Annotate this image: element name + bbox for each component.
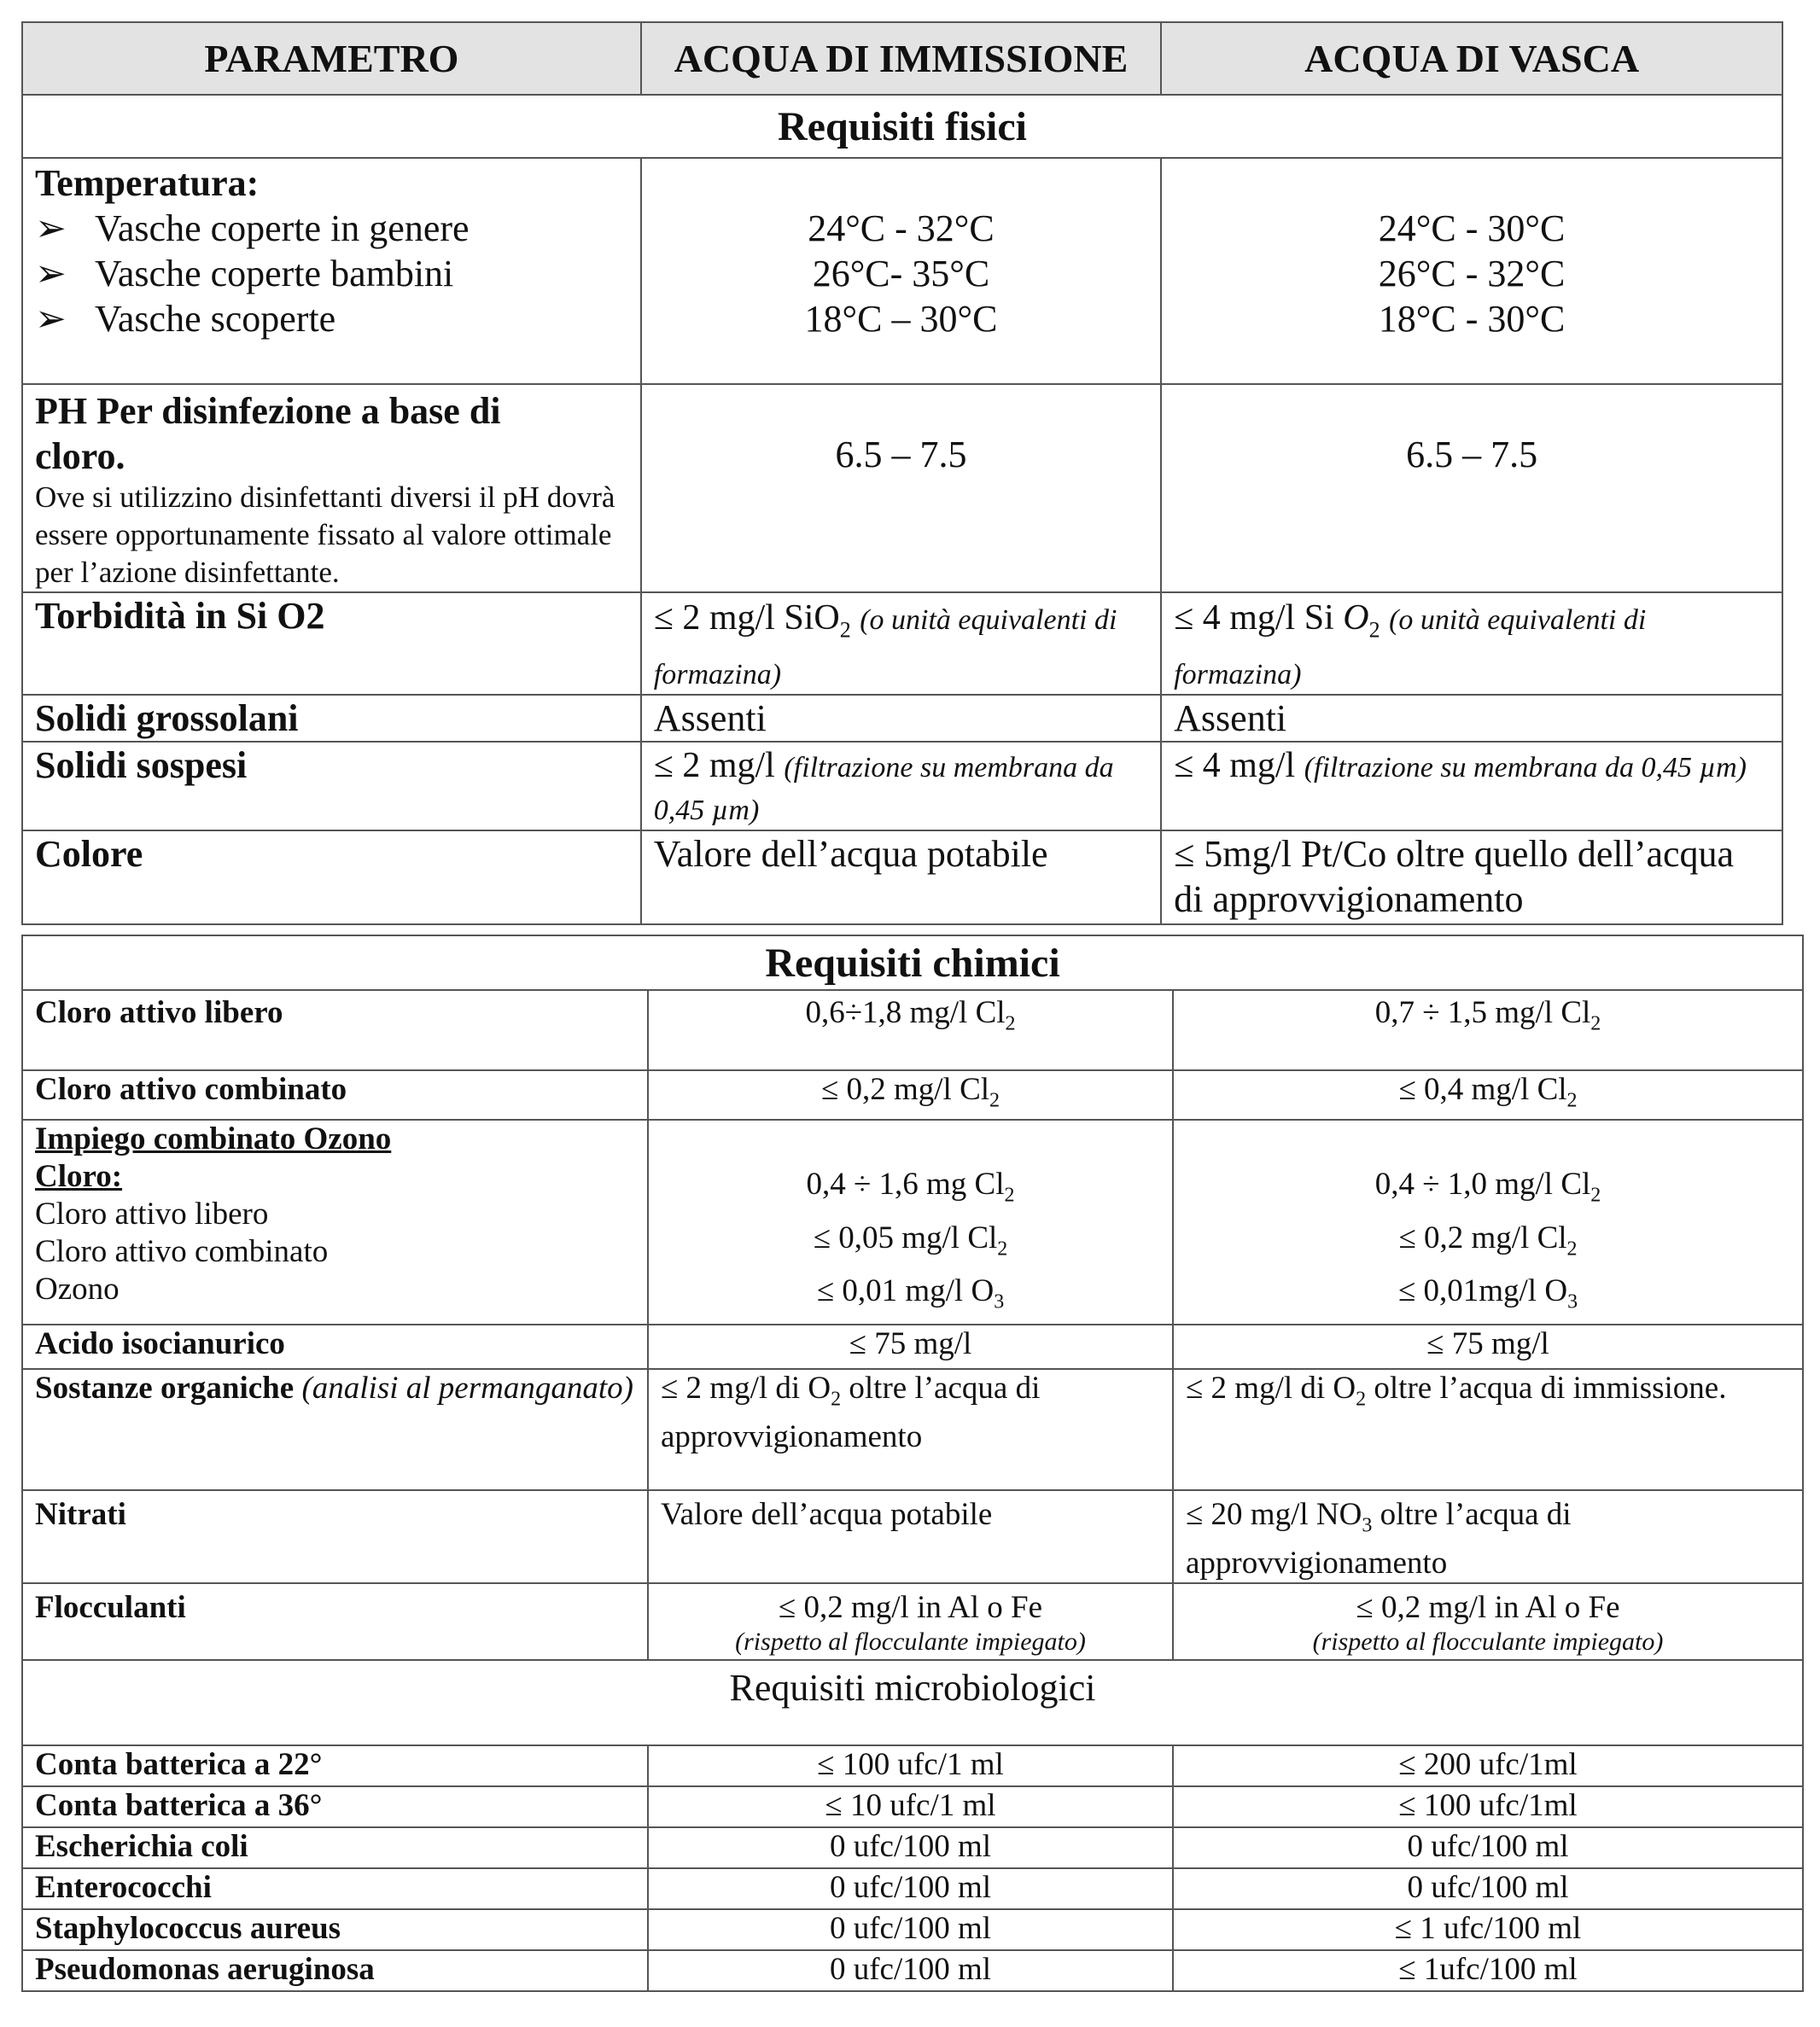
value-text: 0,4 ÷ 1,6 mg Cl [806,1167,1005,1203]
table-row-cloro-combinato [22,1070,1803,1120]
value-text: 0,6÷1,8 mg/l Cl [805,995,1006,1030]
value-line: 24°C - 32°C [808,207,995,249]
arrow-icon: ➢ [35,207,67,249]
value-line: 6.5 – 7.5 [835,434,967,475]
value-line: 6.5 – 7.5 [1406,434,1538,475]
vasca-temperatura [1161,158,1782,384]
immissione-micro: ≤ 100 ufc/1 ml [648,1745,1173,1786]
table-row [22,1827,1803,1868]
value-sub: 3 [1567,1290,1578,1313]
immissione-solidi-grossolani: Assenti [641,695,1161,742]
value-text: ≤ 0,2 mg/l Cl [1398,1220,1567,1255]
value-sub: 3 [994,1290,1005,1313]
table-row [22,1868,1803,1909]
header-parametro: PARAMETRO [22,22,641,95]
temperatura-item: Vasche coperte bambini [95,253,454,294]
value-text: ≤ 4 mg/l [1174,746,1296,786]
value-text: ≤ 0,4 mg/l Cl [1398,1072,1567,1107]
vasca-sostanze [1173,1369,1803,1490]
value-text: ≤ 0,01 mg/l O [816,1273,995,1309]
param-cloro-combinato: Cloro attivo combinato [22,1070,648,1120]
vasca-micro: ≤ 100 ufc/1ml [1173,1786,1803,1827]
value-text: ≤ 0,05 mg/l Cl [813,1220,998,1255]
param-label: Sostanze organiche [35,1371,295,1407]
vasca-cloro-combinato [1173,1070,1803,1120]
param-note: (analisi al permanganato) [301,1371,633,1407]
param-ph [22,384,641,592]
value-sub: 2 [1005,1012,1016,1035]
value-sub: 2 [1566,1089,1578,1112]
value-text: ≤ 2 mg/l [653,746,775,786]
vasca-solidi-sospesi [1161,742,1782,830]
value-text: ≤ 20 mg/l NO [1186,1497,1362,1533]
immissione-micro: 0 ufc/100 ml [648,1909,1173,1950]
vasca-nitrati [1173,1490,1803,1582]
immissione-torbidita [641,592,1161,695]
immissione-cloro-libero [648,990,1173,1070]
param-label: Flocculanti [35,1589,186,1625]
param-micro: Conta batterica a 22° [22,1745,648,1786]
immissione-acido: ≤ 75 mg/l [648,1325,1173,1369]
immissione-sostanze [648,1369,1173,1490]
value-sub: 2 [1356,1388,1367,1411]
value-text: oltre l’acqua di approvvigionamento [1186,1497,1572,1581]
value-line: 24°C - 30°C [1378,207,1566,249]
table-row-sostanze-organiche [22,1369,1803,1490]
value-text: ≤ 2 mg/l di O [1186,1371,1356,1407]
arrow-icon: ➢ [35,298,67,340]
value-sub: 2 [1590,1184,1601,1207]
value-sub: 2 [831,1388,842,1411]
value-sub: 2 [1368,617,1380,643]
param-torbidita: Torbidità in Si O2 [22,592,641,695]
ph-label-line1: PH Per disinfezione a base di [35,390,501,432]
table-row-ph [22,384,1782,592]
value-note: (o unità equivalenti di formazina) [653,604,1117,691]
immissione-micro: 0 ufc/100 ml [648,1950,1173,1991]
ozono-label-line1: Impiego combinato Ozono [35,1121,392,1157]
param-sostanze-organiche [22,1369,648,1490]
ozono-item: Cloro attivo libero [35,1197,269,1232]
immissione-cloro-combinato [648,1070,1173,1120]
value-text: ≤ 2 mg/l di O [661,1371,831,1407]
value-sub: 2 [1590,1012,1601,1035]
immissione-nitrati [648,1490,1173,1582]
vasca-micro: ≤ 200 ufc/1ml [1173,1745,1803,1786]
section-title-chimici: Requisiti chimici [22,935,1803,990]
param-colore: Colore [22,830,641,924]
vasca-acido: ≤ 75 mg/l [1173,1325,1803,1369]
value-sub: 2 [997,1238,1008,1261]
value-line: 18°C - 30°C [1378,298,1566,340]
table-row [22,1786,1803,1827]
value-sub: 2 [1004,1184,1015,1207]
value-text: ≤ 0,2 mg/l in Al o Fe [1356,1589,1620,1625]
param-flocculanti [22,1583,648,1660]
immissione-temperatura [641,158,1161,384]
value-sub: 2 [989,1089,1000,1112]
temperatura-item: Vasche scoperte [95,298,336,340]
value-text: ≤ 4 mg/l Si [1174,598,1344,638]
value-note: (o unità equivalenti di formazina) [1174,604,1647,691]
table-row [22,1745,1803,1786]
table-row-acido-isocianurico [22,1325,1803,1369]
param-cloro-libero [22,990,648,1070]
value-sub: 3 [1362,1514,1373,1537]
chemical-micro-requirements-table [21,935,1804,1992]
value-text: ≤ 0,2 mg/l in Al o Fe [778,1589,1043,1625]
value-o: O [1343,598,1369,638]
param-ozono [22,1120,648,1325]
table-row [22,1950,1803,1991]
temperatura-label: Temperatura: [35,162,260,204]
table-row-cloro-libero [22,990,1803,1070]
vasca-solidi-grossolani: Assenti [1161,695,1782,742]
value-note: (filtrazione su membrana da 0,45 µm) [1304,752,1747,784]
vasca-ozono [1173,1120,1803,1325]
header-vasca: ACQUA DI VASCA [1161,22,1782,95]
value-text: ≤ 0,01mg/l O [1397,1273,1568,1309]
param-label: Cloro attivo libero [35,995,283,1030]
table-row-colore [22,830,1782,924]
vasca-micro: 0 ufc/100 ml [1173,1827,1803,1868]
ph-note: Ove si utilizzino disinfettanti diversi il pH dovrà essere opportunamente fissato al valore ottimale per l’azione disinfettante. [35,481,615,589]
value-line: 26°C - 32°C [1378,253,1566,294]
value-note: (rispetto al flocculante impiegato) [735,1627,1086,1656]
table-row-nitrati [22,1490,1803,1582]
table-row-temperatura [22,158,1782,384]
vasca-colore: ≤ 5mg/l Pt/Co oltre quello dell’acqua di approvvigionamento [1161,830,1782,924]
immissione-ph [641,384,1161,592]
table-row-solidi-sospesi [22,742,1782,830]
immissione-ozono [648,1120,1173,1325]
table-row-ozono [22,1120,1803,1325]
ozono-label-line2: Cloro: [35,1159,123,1195]
value-text: 0,7 ÷ 1,5 mg/l Cl [1374,995,1591,1030]
param-micro: Conta batterica a 36° [22,1786,648,1827]
table-row [22,1909,1803,1950]
immissione-micro: 0 ufc/100 ml [648,1868,1173,1909]
vasca-micro: ≤ 1 ufc/100 ml [1173,1909,1803,1950]
temperatura-item: Vasche coperte in genere [95,207,470,249]
immissione-flocculanti [648,1583,1173,1660]
value-text: ≤ 0,2 mg/l Cl [820,1072,990,1107]
vasca-micro: ≤ 1ufc/100 ml [1173,1950,1803,1991]
arrow-icon: ➢ [35,253,67,294]
section-fisici-row [22,95,1782,158]
value-note: (filtrazione su membrana da 0,45 µm) [653,752,1114,827]
table-row-solidi-grossolani [22,695,1782,742]
vasca-cloro-libero [1173,990,1803,1070]
param-acido-isocianurico: Acido isocianurico [22,1325,648,1369]
value-line: 18°C – 30°C [804,298,998,340]
value-text: Valore dell’acqua potabile [661,1497,993,1533]
vasca-micro: 0 ufc/100 ml [1173,1868,1803,1909]
section-title-micro: Requisiti microbiologici [22,1660,1803,1745]
section-title-fisici: Requisiti fisici [22,95,1782,158]
value-text: oltre l’acqua di immissione. [1366,1371,1727,1407]
immissione-micro: 0 ufc/100 ml [648,1827,1173,1868]
immissione-solidi-sospesi [641,742,1161,830]
vasca-ph [1161,384,1782,592]
ozono-item: Ozono [35,1272,120,1308]
immissione-micro: ≤ 10 ufc/1 ml [648,1786,1173,1827]
section-micro-row [22,1660,1803,1745]
ph-label-line2: cloro. [35,435,125,477]
param-micro: Escherichia coli [22,1827,648,1868]
physical-requirements-table [21,21,1783,925]
value-note: (rispetto al flocculante impiegato) [1312,1627,1664,1656]
value-sub: 2 [839,617,851,643]
value-line: 26°C- 35°C [812,253,990,294]
immissione-colore: Valore dell’acqua potabile [641,830,1161,924]
table-row-torbidita [22,592,1782,695]
param-micro: Pseudomonas aeruginosa [22,1950,648,1991]
param-micro: Enterococchi [22,1868,648,1909]
param-micro: Staphylococcus aureus [22,1909,648,1950]
param-label: Nitrati [35,1497,126,1533]
section-chimici-row [22,935,1803,990]
value-text: 0,4 ÷ 1,0 mg/l Cl [1374,1167,1591,1203]
param-temperatura [22,158,641,384]
param-nitrati [22,1490,648,1582]
ozono-item: Cloro attivo combinato [35,1234,329,1270]
param-solidi-sospesi: Solidi sospesi [22,742,641,830]
header-row [22,22,1782,95]
value-text: oltre l’acqua di approvvigionamento [661,1371,1041,1454]
header-immissione: ACQUA DI IMMISSIONE [641,22,1161,95]
value-text: ≤ 2 mg/l SiO [653,598,840,638]
vasca-flocculanti [1173,1583,1803,1660]
table-row-flocculanti [22,1583,1803,1660]
param-solidi-grossolani: Solidi grossolani [22,695,641,742]
vasca-torbidita [1161,592,1782,695]
value-sub: 2 [1566,1238,1578,1261]
